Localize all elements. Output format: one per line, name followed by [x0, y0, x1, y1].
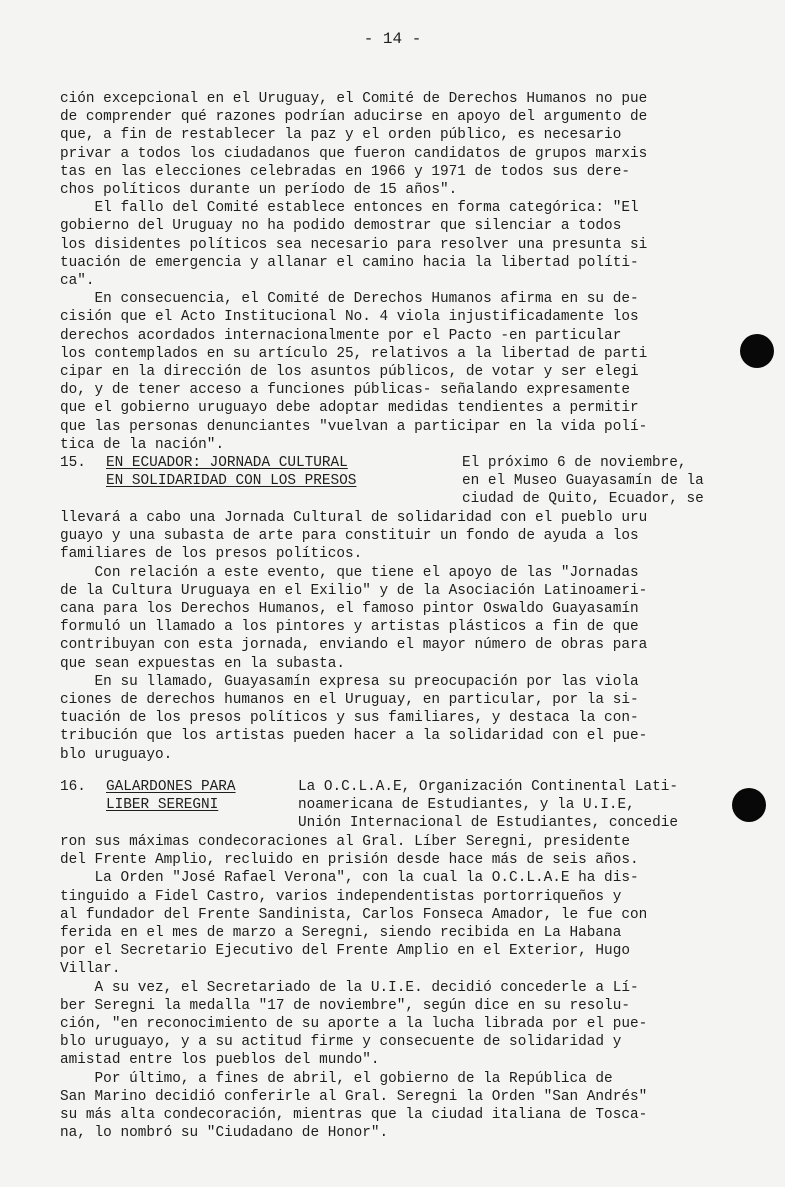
- text-line: tuación de emergencia y allanar el camino hacia la libertad políti-: [60, 254, 639, 271]
- punch-hole-top: [740, 334, 774, 368]
- text-line: En consecuencia, el Comité de Derechos Humanos afirma en su de-: [60, 291, 639, 308]
- section-16-intro: [298, 778, 678, 833]
- text-line: La O.C.L.A.E, Organización Continental Lati-: [298, 779, 678, 795]
- text-line: que las personas denunciantes "vuelvan a participar en la vida polí-: [60, 418, 648, 435]
- text-line: cipar en la dirección de los asuntos públicos, de votar y ser elegi: [60, 364, 639, 381]
- consecuencia-paragraph: [60, 290, 750, 454]
- text-line: Villar.: [60, 961, 121, 978]
- section-16-body: [60, 833, 750, 1142]
- text-line: guayo y una subasta de arte para constituir un fondo de ayuda a los: [60, 528, 639, 545]
- text-line: chos políticos durante un período de 15 años".: [60, 182, 458, 199]
- text-line: El próximo 6 de noviembre,: [462, 455, 687, 471]
- text-line: ferida en el mes de marzo a Seregni, siendo recibida en La Habana: [60, 925, 622, 942]
- text-line: Unión Internacional de Estudiantes, concedie: [298, 815, 678, 832]
- section-15-number: 15.: [60, 455, 86, 471]
- text-line: EN ECUADOR: JORNADA CULTURAL: [106, 455, 348, 471]
- text-line: Por último, a fines de abril, el gobierno de la República de: [60, 1070, 613, 1087]
- section-16-number: 16.: [60, 779, 86, 795]
- text-line: al fundador del Frente Sandinista, Carlos Fonseca Amador, le fue con: [60, 906, 648, 923]
- text-line: EN SOLIDARIDAD CON LOS PRESOS: [106, 473, 357, 490]
- text-line: ber Seregni la medalla "17 de noviembre", según dice en su resolu-: [60, 997, 630, 1014]
- text-line: ción excepcional en el Uruguay, el Comité de Derechos Humanos no pue: [60, 91, 648, 107]
- text-line: contribuyan con esta jornada, enviando el mayor número de obras para: [60, 637, 648, 654]
- text-line: del Frente Amplio, recluido en prisión desde hace más de seis años.: [60, 852, 639, 869]
- text-line: los contemplados en su artículo 25, relativos a la libertad de parti: [60, 345, 648, 362]
- section-15: [60, 454, 750, 764]
- text-line: de comprender qué razones podrían aducirse en apoyo del argumento de: [60, 109, 648, 126]
- text-line: LIBER SEREGNI: [106, 797, 219, 814]
- text-line: su más alta condecoración, mientras que la ciudad italiana de Tosca-: [60, 1107, 648, 1124]
- text-line: tas en las elecciones celebradas en 1966 y 1971 de todos sus dere-: [60, 163, 630, 180]
- text-line: derechos acordados internacionalmente por el Pacto -en particular: [60, 327, 622, 344]
- text-line: gobierno del Uruguay no ha podido demostrar que silenciar a todos: [60, 218, 622, 235]
- text-line: llevará a cabo una Jornada Cultural de solidaridad con el pueblo uru: [60, 510, 648, 526]
- text-line: amistad entre los pueblos del mundo".: [60, 1052, 380, 1069]
- text-line: privar a todos los ciudadanos que fueron candidatos de grupos marxis: [60, 145, 648, 162]
- text-line: na, lo nombró su "Ciudadano de Honor".: [60, 1125, 389, 1142]
- text-line: Con relación a este evento, que tiene el apoyo de las "Jornadas: [60, 564, 639, 581]
- section-15-title: [106, 454, 356, 490]
- page-number: - 14 -: [363, 30, 422, 48]
- text-line: noamericana de Estudiantes, y la U.I.E,: [298, 797, 635, 814]
- text-line: ron sus máximas condecoraciones al Gral. Líber Seregni, presidente: [60, 834, 630, 850]
- text-line: tuación de los presos políticos y sus familiares, y destaca la con-: [60, 710, 639, 727]
- text-line: que el gobierno uruguayo debe adoptar medidas tendientes a permitir: [60, 400, 639, 417]
- text-line: en el Museo Guayasamín de la: [462, 473, 704, 490]
- text-line: por el Secretario Ejecutivo del Frente Amplio en el Exterior, Hugo: [60, 943, 630, 960]
- text-line: que, a fin de restablecer la paz y el orden público, es necesario: [60, 127, 622, 144]
- text-line: A su vez, el Secretariado de la U.I.E. decidió concederle a Lí-: [60, 979, 639, 996]
- text-line: tinguido a Fidel Castro, varios independentistas portorriqueños y: [60, 888, 622, 905]
- text-line: GALARDONES PARA: [106, 779, 236, 795]
- text-line: ciones de derechos humanos en el Uruguay, en particular, por la si-: [60, 692, 639, 709]
- text-line: En su llamado, Guayasamín expresa su preocupación por las viola: [60, 673, 639, 690]
- text-line: ción, "en reconocimiento de su aporte a la lucha librada por el pue-: [60, 1016, 648, 1033]
- fallo-paragraph: [60, 199, 750, 290]
- section-16: [60, 778, 750, 1142]
- text-line: blo uruguayo, y a su actitud firme y consecuente de solidaridad y: [60, 1034, 622, 1051]
- text-line: familiares de los presos políticos.: [60, 546, 363, 563]
- text-line: cisión que el Acto Institucional No. 4 viola injustificadamente los: [60, 309, 639, 326]
- text-line: blo uruguayo.: [60, 746, 173, 763]
- text-line: do, y de tener acceso a funciones públicas- señalando expresamente: [60, 382, 630, 399]
- text-line: cana para los Derechos Humanos, el famoso pintor Oswaldo Guayasamín: [60, 601, 639, 618]
- text-line: ciudad de Quito, Ecuador, se: [462, 491, 704, 508]
- continuation-paragraph: [60, 90, 750, 454]
- text-line: El fallo del Comité establece entonces en forma categórica: "El: [60, 200, 639, 217]
- text-line: ca".: [60, 273, 95, 290]
- text-line: de la Cultura Uruguaya en el Exilio" y de la Asociación Latinoameri-: [60, 582, 648, 599]
- section-15-intro: [462, 454, 704, 509]
- punch-hole-bottom: [732, 788, 766, 822]
- section-15-body: [60, 509, 750, 764]
- text-line: San Marino decidió conferirle al Gral. Seregni la Orden "San Andrés": [60, 1088, 648, 1105]
- text-line: La Orden "José Rafael Verona", con la cual la O.C.L.A.E ha dis-: [60, 870, 639, 887]
- text-line: tribución que los artistas pueden hacer a la solidaridad con el pue-: [60, 728, 648, 745]
- text-line: tica de la nación".: [60, 436, 225, 453]
- text-line: los disidentes políticos sea necesario para resolver una presunta si: [60, 236, 648, 253]
- text-line: formuló un llamado a los pintores y artistas plásticos a fin de que: [60, 619, 639, 636]
- section-16-title: [106, 778, 236, 814]
- text-line: que sean expuestas en la subasta.: [60, 655, 345, 672]
